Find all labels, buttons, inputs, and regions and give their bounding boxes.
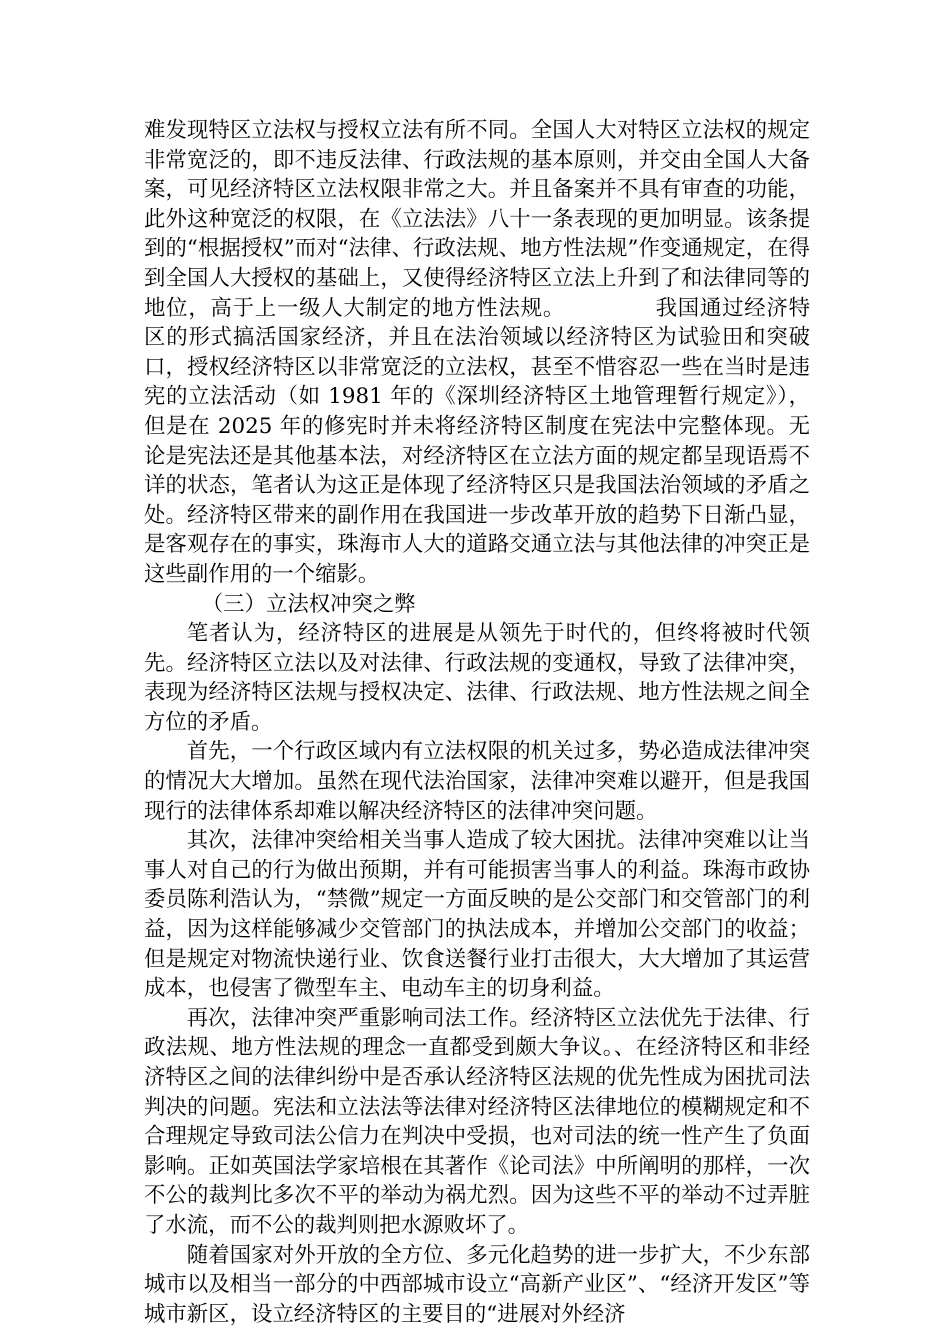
- paragraph-text: 难发现特区立法权与授权立法有所不同。全国人大对特区立法权的规定非常宽泛的，即不违反法律、行政法规的基本原则，并交由全国人大备案，可见经济特区立法权限非常之大。并且备案并不具有审查的功能，此外这种宽泛的权限，在《立法法》八十一条表现的更加明显。该条提到的“根据授权”而对“法律、行政法规、地方性法规”作变通规定，在得到全国人大授权的基础上，又使得经济特区立法上升到了和法律同等的地位，高于上一级人大制定的地方性法规。: [144, 118, 810, 321]
- section-heading: （三）立法权冲突之弊: [201, 591, 416, 617]
- body-paragraph: 随着国家对外开放的全方位、多元化趋势的进一步扩大，不少东部城市以及相当一部分的中西部城市设立“高新产业区”、“经济开发区”等城市新区，设立经济特区的主要目的“进展对外经济: [144, 1242, 810, 1327]
- body-paragraph: 再次，法律冲突严重影响司法工作。经济特区立法优先于法律、行政法规、地方性法规的理念一直都受到颇大争议。、在经济特区和非经济特区之间的法律纠纷中是否承认经济特区法规的优先性成为困扰司法判决的问题。宪法和立法法等法律对经济特区法律地位的模糊规定和不合理规定导致司法公信力在判决中受损，也对司法的统一性产生了负面影响。正如英国法学家培根在其著作《论司法》中所阐明的那样，一次不公的裁判比多次不平的举动为祸尤烈。因为这些不平的举动不过弄脏了水流，而不公的裁判则把水源败坏了。: [144, 1005, 810, 1238]
- body-paragraph: 其次，法律冲突给相关当事人造成了较大困扰。法律冲突难以让当事人对自己的行为做出预期，并有可能损害当事人的利益。珠海市政协委员陈利浩认为，“禁微”规定一方面反映的是公交部门和交管部门的利益，因为这样能够减少交管部门的执法成本，并增加公交部门的收益；但是规定对物流快递行业、饮食送餐行业打击很大，大大增加了其运营成本，也侵害了微型车主、电动车主的切身利益。: [144, 828, 810, 1002]
- document-body: [144, 116, 810, 1329]
- body-paragraph: [144, 116, 810, 590]
- body-paragraph: 首先，一个行政区域内有立法权限的机关过多，势必造成法律冲突的情况大大增加。虽然在现代法治国家，法律冲突难以避开，但是我国现行的法律体系却难以解决经济特区的法律冲突问题。: [144, 739, 810, 824]
- body-paragraph: 笔者认为，经济特区的进展是从领先于时代的，但终将被时代领先。经济特区立法以及对法律、行政法规的变通权，导致了法律冲突，表现为经济特区法规与授权决定、法律、行政法规、地方性法规之间全方位的矛盾。: [144, 621, 810, 735]
- paragraph-continuation: 我国通过经济特区的形式搞活国家经济，并且在法治领域以经济特区为试验田和突破口，授权经济特区以非常宽泛的立法权，甚至不惜容忍一些在当时是违宪的立法活动（如 1981 年的《深圳经济特区土地管理暂行规定》），但是在 2025 年的修宪时并未将经济特区制度在宪法中完整体现。无论是宪法还是其他基本法，对经济特区在立法方面的规定都呈现语焉不详的状态，笔者认为这正是体现了经济特区只是我国法治领域的矛盾之处。经济特区带来的副作用在我国进一步改革开放的趋势下日渐凸显，是客观存在的事实，珠海市人大的道路交通立法与其他法律的冲突正是这些副作用的一个缩影。: [144, 295, 810, 587]
